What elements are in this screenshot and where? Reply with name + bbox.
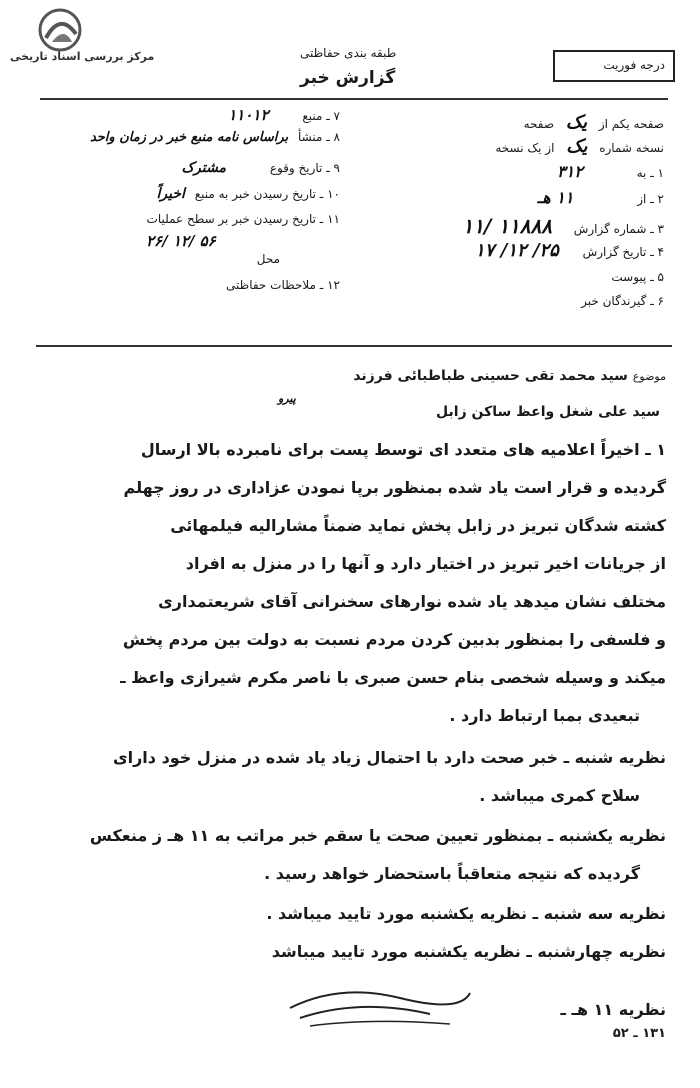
field-source-receipt-date: ۱۰ ـ تاریخ رسیدن خبر به منبع اخیراً <box>156 186 340 202</box>
field-source: ۷ ـ منبع ۱۱۰۱۲ <box>228 106 340 124</box>
archive-logo-icon <box>28 8 92 52</box>
field-report-number: ۳ ـ شماره گزارش ۱۱۸۸۸ /۱۱ <box>462 214 664 238</box>
signature-icon <box>280 978 480 1038</box>
body-line-12: گردیده که نتیجه متعاقباً باستحضار خواهد رسید . <box>264 864 640 883</box>
header-divider <box>40 98 668 100</box>
body-line-2: گردیده و قرار است یاد شده بمنظور برپا نمودن عزاداری در روز چهلم <box>123 478 666 497</box>
field-report-date: ۴ ـ تاریخ گزارش ۲۵/ ۱۲/ ۱۷ <box>475 240 664 261</box>
field-attachment: ۵ ـ پیوست <box>611 270 664 284</box>
operations-receipt-date-value: ۲۶/ ۱۲/ ۵۶ <box>146 232 216 250</box>
body-line-5: مختلف نشان میدهد یاد شده نوارهای سخنرانی آقای شریعتمداری <box>158 592 666 611</box>
field-from: ۲ ـ از ۱۱ هـ <box>537 188 664 207</box>
footer-opinion: نظریه ۱۱ هـ ـ <box>560 1000 666 1019</box>
body-line-10: سلاح کمری میباشد . <box>479 786 640 805</box>
field-origin: ۸ ـ منشأ براساس نامه منبع خبر در زمان واحد <box>89 130 340 145</box>
field-copy-number: نسخه شماره یک از یک نسخه <box>495 136 664 157</box>
body-line-8: تبعیدی بمبا ارتباط دارد . <box>449 706 640 725</box>
urgency-label: درجه فوریت <box>603 58 665 72</box>
body-line-9: نظریه شنبه ـ خبر صحت دارد با احتمال زیاد یاد شده در منزل خود دارای <box>112 748 666 767</box>
body-line-4: از جریانات اخیر تبریز در اختیار دارد و آنها را در منزل به افراد <box>185 554 666 573</box>
urgency-box <box>553 50 675 82</box>
body-line-11: نظریه یکشنبه ـ بمنظور تعیین صحت یا سقم خبر مراتب به ۱۱ هـ ز منعکس <box>89 826 666 845</box>
archive-name: مرکز بررسی اسناد تاریخی <box>10 50 155 63</box>
field-page: صفحه یکم از یک صفحه <box>523 112 664 133</box>
fields-divider <box>36 345 672 347</box>
field-security-notes: ۱۲ ـ ملاحظات حفاظتی <box>226 278 340 292</box>
subject-line: موضوع سید محمد تقی حسینی طباطبائی فرزند <box>353 368 666 384</box>
field-to: ۱ ـ به ۳۱۲ <box>557 162 664 181</box>
subject-note: پیرو <box>278 392 296 405</box>
classification-label: طبقه بندی حفاظتی <box>300 46 397 60</box>
subject-extra: سید علی شغل واعظ ساکن زابل <box>436 404 660 420</box>
body-line-3: کشته شدگان تبریز در زابل پخش نماید ضمناً مشارالیه فیلمهائی <box>170 516 666 535</box>
field-occurrence-date: ۹ ـ تاریخ وقوع مشترک <box>181 160 340 176</box>
body-line-13: نظریه سه شنبه ـ نظریه یکشنبه مورد تایید میباشد . <box>266 904 666 923</box>
field-recipients: ۶ ـ گیرندگان خبر <box>581 294 664 308</box>
footer-code: ۱۳۱ ـ ۵۲ <box>612 1026 666 1041</box>
body-line-1: ۱ ـ اخیراً اعلامیه های متعدد ای توسط پست برای نامبرده بالا ارسال <box>140 440 666 459</box>
report-title: گزارش خبر <box>300 68 396 88</box>
field-location: محل <box>256 252 280 266</box>
body-line-14: نظریه چهارشنبه ـ نظریه یکشنبه مورد تایید میباشد <box>271 942 666 961</box>
body-line-6: و فلسفی را بمنظور بدبین کردن مردم نسبت به دولت بین مردم پخش <box>122 630 666 649</box>
field-operations-receipt-date: ۱۱ ـ تاریخ رسیدن خبر بر سطح عملیات <box>146 212 340 226</box>
body-line-7: میکند و وسیله شخصی بنام حسن صبری با ناصر مکرم شیرازی واعظ ـ <box>120 668 666 687</box>
